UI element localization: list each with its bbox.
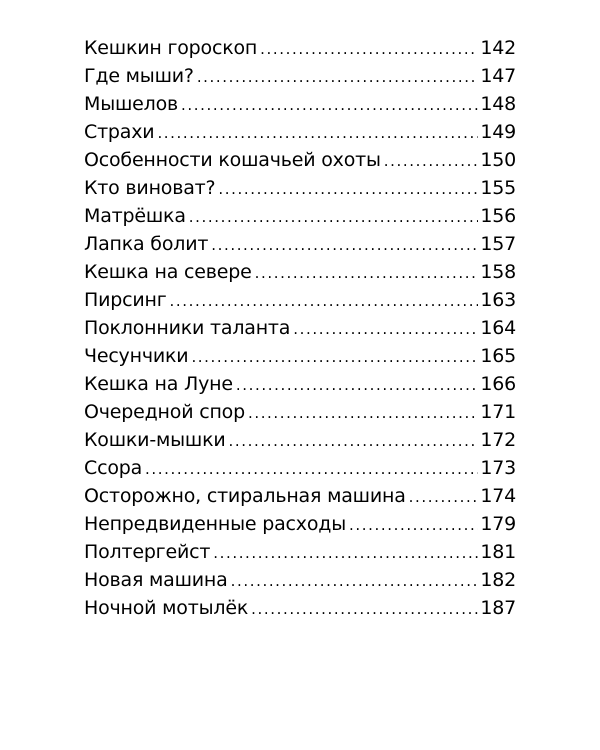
dot-leader (157, 119, 478, 147)
toc-entry-page-number: 157 (480, 233, 516, 255)
toc-entry[interactable] (84, 342, 516, 370)
toc-entry-page-number: 142 (480, 37, 516, 59)
toc-entry[interactable] (84, 62, 516, 90)
dot-leader (229, 427, 479, 455)
toc-entry-title: Страхи (84, 121, 155, 143)
toc-entry-title: Лапка болит (84, 233, 209, 255)
toc-entry[interactable] (84, 118, 516, 146)
toc-entry[interactable] (84, 594, 516, 622)
dot-leader (409, 483, 479, 511)
dot-leader (197, 63, 479, 91)
dot-leader (236, 371, 478, 399)
table-of-contents (84, 34, 516, 622)
toc-entry-page-number: 148 (480, 93, 516, 115)
toc-entry-title: Мышелов (84, 93, 179, 115)
toc-entry-title: Пирсинг (84, 289, 167, 311)
dot-leader (145, 455, 478, 483)
toc-entry-title: Ночной мотылёк (84, 597, 249, 619)
toc-entry-title: Где мыши? (84, 65, 194, 87)
toc-entry-page-number: 166 (480, 373, 516, 395)
toc-entry-title: Кешкин гороскоп (84, 37, 258, 59)
toc-entry-title: Кешка на Луне (84, 373, 233, 395)
toc-entry[interactable] (84, 454, 516, 482)
toc-entry-page-number: 181 (480, 541, 516, 563)
dot-leader (260, 35, 478, 63)
toc-entry-title: Особенности кошачьей охоты (84, 149, 381, 171)
toc-entry-title: Очередной спор (84, 401, 245, 423)
dot-leader (191, 343, 478, 371)
dot-leader (189, 203, 479, 231)
toc-entry-title: Кто виноват? (84, 177, 216, 199)
dot-leader (218, 175, 478, 203)
toc-entry-page-number: 171 (480, 401, 516, 423)
toc-entry[interactable] (84, 258, 516, 286)
toc-entry[interactable] (84, 146, 516, 174)
toc-entry[interactable] (84, 398, 516, 426)
toc-entry-page-number: 187 (480, 597, 516, 619)
dot-leader (251, 595, 478, 623)
toc-entry-page-number: 165 (480, 345, 516, 367)
toc-entry[interactable] (84, 174, 516, 202)
toc-entry-title: Полтергейст (84, 541, 211, 563)
toc-entry[interactable] (84, 90, 516, 118)
toc-entry-page-number: 158 (480, 261, 516, 283)
toc-entry-page-number: 179 (480, 513, 516, 535)
toc-entry-title: Осторожно, стиральная машина (84, 485, 406, 507)
toc-entry-title: Кошки-мышки (84, 429, 226, 451)
toc-entry[interactable] (84, 314, 516, 342)
dot-leader (293, 315, 478, 343)
dot-leader (181, 91, 478, 119)
toc-entry[interactable] (84, 286, 516, 314)
toc-entry-title: Поклонники таланта (84, 317, 291, 339)
toc-entry-page-number: 182 (480, 569, 516, 591)
toc-entry-page-number: 155 (480, 177, 516, 199)
toc-entry-title: Новая машина (84, 569, 228, 591)
toc-entry-page-number: 174 (480, 485, 516, 507)
dot-leader (231, 567, 479, 595)
toc-entry[interactable] (84, 566, 516, 594)
toc-entry-title: Чесунчики (84, 345, 189, 367)
toc-entry[interactable] (84, 538, 516, 566)
toc-entry-page-number: 150 (480, 149, 516, 171)
toc-entry[interactable] (84, 230, 516, 258)
toc-entry[interactable] (84, 370, 516, 398)
toc-entry[interactable] (84, 34, 516, 62)
dot-leader (213, 539, 478, 567)
dot-leader (211, 231, 478, 259)
dot-leader (384, 147, 479, 175)
toc-entry[interactable] (84, 482, 516, 510)
dot-leader (255, 259, 479, 287)
toc-entry[interactable] (84, 426, 516, 454)
dot-leader (170, 287, 479, 315)
toc-entry-page-number: 163 (480, 289, 516, 311)
toc-entry-page-number: 147 (480, 65, 516, 87)
dot-leader (248, 399, 478, 427)
toc-entry-page-number: 156 (480, 205, 516, 227)
dot-leader (349, 511, 478, 539)
toc-entry-page-number: 173 (480, 457, 516, 479)
toc-entry-title: Кешка на севере (84, 261, 252, 283)
toc-entry-title: Ссора (84, 457, 143, 479)
toc-entry-title: Непредвиденные расходы (84, 513, 346, 535)
toc-entry-page-number: 172 (480, 429, 516, 451)
toc-entry[interactable] (84, 510, 516, 538)
toc-entry[interactable] (84, 202, 516, 230)
toc-entry-title: Матрёшка (84, 205, 186, 227)
toc-entry-page-number: 149 (480, 121, 516, 143)
toc-entry-page-number: 164 (480, 317, 516, 339)
